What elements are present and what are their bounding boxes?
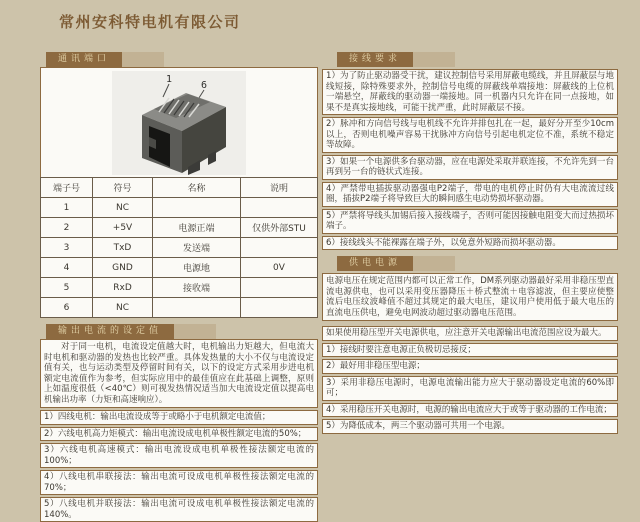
power-item-2: 2）最好用非稳压型电源； xyxy=(322,359,618,374)
cell: GND xyxy=(93,258,153,278)
cell xyxy=(241,198,318,218)
cell: 接收端 xyxy=(153,278,241,298)
col-terminal: 端子号 xyxy=(41,178,93,198)
cell: 电源正端 xyxy=(153,218,241,238)
wiring-header-extension xyxy=(413,52,455,67)
pin-table-row xyxy=(41,198,318,218)
cell: 仅供外部STU xyxy=(241,218,318,238)
power-item-1: 1）接线时要注意电源正负极切忌接反； xyxy=(322,343,618,358)
cell: 6 xyxy=(41,298,93,318)
cell xyxy=(241,238,318,258)
cell xyxy=(153,198,241,218)
pin-table-row xyxy=(41,298,318,318)
output-current-item-3: 3）六线电机高速模式：输出电流设成电机单极性接法额定电流的100%； xyxy=(40,443,318,468)
left-column xyxy=(40,52,318,522)
power-note: 如果使用稳压型开关电源供电，应注意开关电源输出电流范围应设为最大。 xyxy=(322,326,618,341)
wiring-header xyxy=(337,52,618,67)
cell: RxD xyxy=(93,278,153,298)
pin-table-row xyxy=(41,238,318,258)
cell xyxy=(241,298,318,318)
pin-table xyxy=(40,177,318,318)
page-title: 常州安科特电机有限公司 xyxy=(59,13,241,31)
cell: NC xyxy=(93,198,153,218)
power-header-extension xyxy=(413,256,455,271)
cell xyxy=(153,298,241,318)
connector-photo xyxy=(104,71,254,175)
wiring-item-3: 3）如果一个电源供多台驱动器，应在电源处采取并联连接，不允许先到一台再到另一台的链状式连接。 xyxy=(322,155,618,180)
pin-table-row xyxy=(41,258,318,278)
col-note: 说明 xyxy=(241,178,318,198)
output-current-item-2: 2）六线电机高力矩模式：输出电流设成电机单极性额定电流的50%； xyxy=(40,427,318,442)
cell: 电源地 xyxy=(153,258,241,278)
cell: NC xyxy=(93,298,153,318)
cell: 5 xyxy=(41,278,93,298)
output-current-header xyxy=(46,324,318,339)
cell: 2 xyxy=(41,218,93,238)
pin-table-header-row xyxy=(41,178,318,198)
cell xyxy=(241,278,318,298)
pin-table-row xyxy=(41,278,318,298)
output-current-item-4: 4）八线电机串联接法：输出电流可设成电机单极性接法额定电流的70%； xyxy=(40,470,318,495)
power-header xyxy=(337,256,618,271)
connector-photo-frame xyxy=(40,67,318,177)
output-current-intro xyxy=(40,339,318,408)
wiring-item-1: 1）为了防止驱动器受干扰，建议控制信号采用屏蔽电缆线，并且屏蔽层与地线短接，除特殊要求外，控制信号电缆的屏蔽线单端接地：屏蔽线的上位机一端悬空，屏蔽线的驱动器一端接地。同一机器内只允许在同一点接地，如果不是真实接地线，可能干扰严重，此时屏蔽层不接。 xyxy=(322,69,618,115)
power-header-label: 供电电源 xyxy=(337,256,413,271)
comm-port-header-extension xyxy=(122,52,164,67)
comm-port-header xyxy=(46,52,318,67)
cell: 发送端 xyxy=(153,238,241,258)
pin6-label: 6 xyxy=(201,79,208,91)
col-name: 名称 xyxy=(153,178,241,198)
cell: 1 xyxy=(41,198,93,218)
output-current-header-extension xyxy=(174,324,216,339)
pin1-label: 1 xyxy=(166,73,173,85)
power-item-5: 5）为降低成本，两三个驱动器可共用一个电源。 xyxy=(322,419,618,434)
output-current-header-label: 输出电流的设定值 xyxy=(46,324,174,339)
right-column xyxy=(322,52,618,434)
wiring-item-6: 6）接线线头不能裸露在端子外，以免意外短路而损坏驱动器。 xyxy=(322,236,618,251)
pin-table-row xyxy=(41,218,318,238)
col-symbol: 符号 xyxy=(93,178,153,198)
cell: 4 xyxy=(41,258,93,278)
wiring-item-4: 4）严禁带电插拔驱动器强电P2端子，带电的电机停止时仍有大电流流过线圈，插拔P2端子将导致巨大的瞬间感生电动势损坏驱动器。 xyxy=(322,182,618,207)
cell: +5V xyxy=(93,218,153,238)
wiring-header-label: 接线要求 xyxy=(337,52,413,67)
wiring-item-5: 5）严禁将导线头加锡后接入接线端子，否则可能因接触电阻变大而过热损坏端子。 xyxy=(322,209,618,234)
wiring-item-2: 2）脉冲和方向信号线与电机线不允许并排包扎在一起，最好分开至少10cm以上，否则电机噪声容易干扰脉冲方向信号引起电机定位不准，系统不稳定等故障。 xyxy=(322,117,618,153)
cell: 0V xyxy=(241,258,318,278)
output-current-intro-text: 对于同一电机，电流设定值越大时，电机输出力矩越大，但电流大时电机和驱动器的发热也比较严重。具体发热量的大小不仅与电流设定值有关，也与运动类型及停留时间有关，以下的设定方式采用步进电机额定电流值作为参考，但实际应用中的最佳值应在此基础上调整，原则上如温度很低（<40℃）则可视发热情况适当加大电流设定值以提高电机输出功率（力矩和高速响应）。 xyxy=(44,342,314,405)
comm-port-header-label: 通讯端口 xyxy=(46,52,122,67)
cell: 3 xyxy=(41,238,93,258)
output-current-item-1: 1）四线电机：输出电流设成等于或略小于电机额定电流值； xyxy=(40,410,318,425)
power-item-4: 4）采用稳压开关电源时，电源的输出电流应大于或等于驱动器的工作电流； xyxy=(322,403,618,418)
power-intro: 电源电压在规定范围内都可以正常工作，DM系列驱动器最好采用非稳压型直流电源供电，也可以采用变压器降压＋桥式整流＋电容滤波，但主要应使整流后电压纹波峰值不超过其规定的最大电压，建议用户使用低于最大电压的直流电压供电，避免电网波动超过驱动器电压范围。 xyxy=(322,273,618,321)
output-current-item-5: 5）八线电机并联接法：输出电流可设成电机单极性接法额定电流的140%。 xyxy=(40,497,318,522)
power-item-3: 3）采用非稳压电源时，电源电流输出能力应大于驱动器设定电流的60%即可； xyxy=(322,376,618,401)
cell: TxD xyxy=(93,238,153,258)
